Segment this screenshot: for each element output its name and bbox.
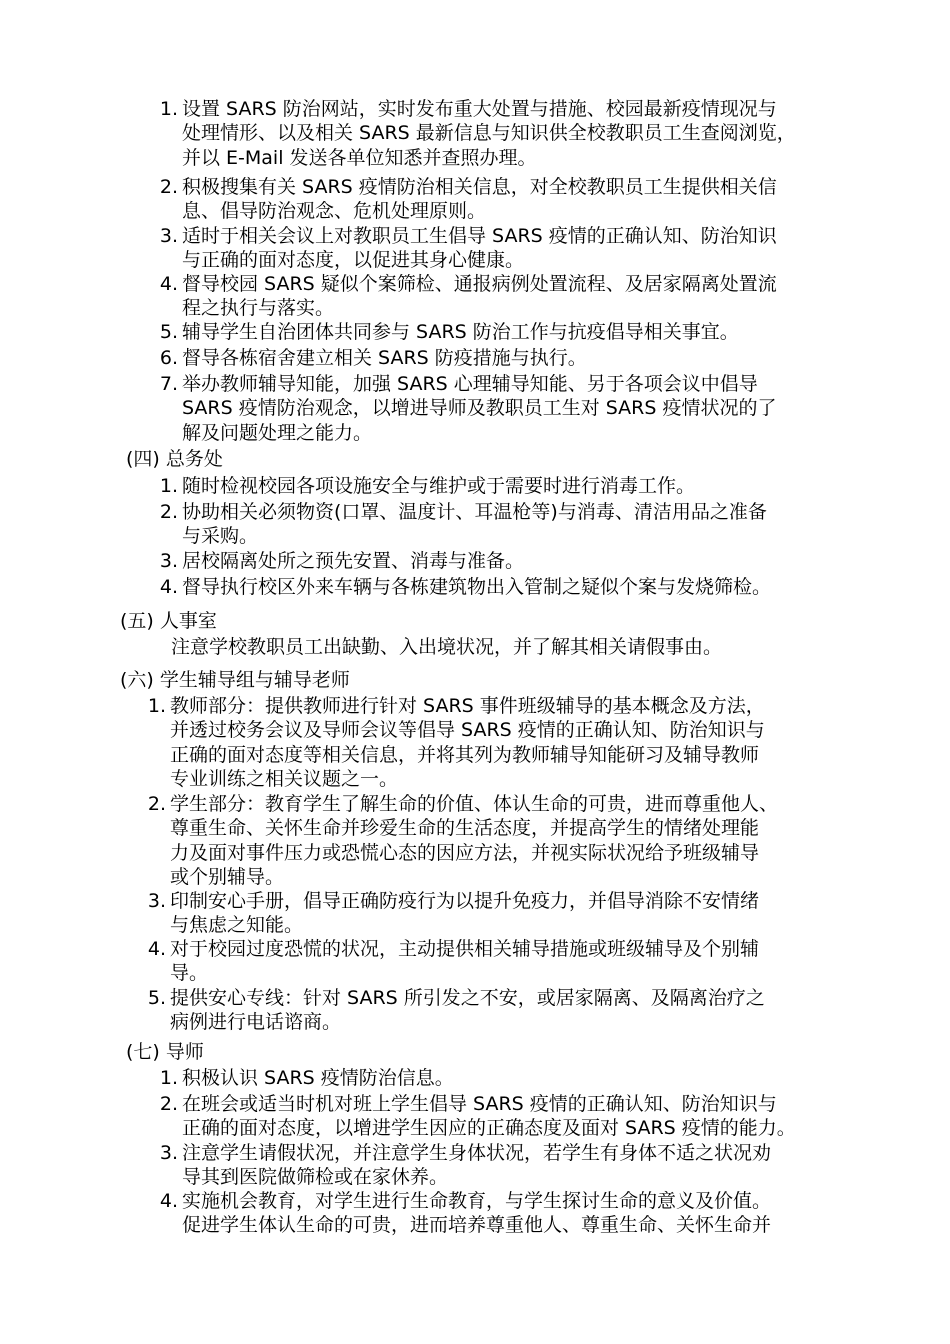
list-item [150, 474, 695, 498]
list-item [138, 694, 765, 791]
item-text: 督导各栋宿舍建立相关 SARS 防疫措施与执行。 [182, 347, 587, 369]
item-text: 提供安心专线：针对 SARS 所引发之不安，或居家隔离、及隔离治疗之 病例进行电话谘商。 [170, 987, 765, 1034]
list-item [150, 272, 777, 321]
section-title: (四) 总务处 [126, 448, 223, 470]
item-number: 3. [147, 890, 166, 912]
item-text: 教师部分：提供教师进行针对 SARS 事件班级辅导的基本概念及方法， 并透过校务会议及导师会议等倡导 SARS 疫情的正确认知、防治知识与 正确的面对态度等相关信息，并将其列为教师辅导知能研习及辅导教师 专业训练之相关议题之一。 [170, 695, 765, 790]
item-text: 随时检视校园各项设施安全与维护或于需要时进行消毒工作。 [182, 475, 696, 497]
item-number: 4. [159, 273, 178, 295]
item-text: 对于校园过度恐慌的状况，主动提供相关辅导措施或班级辅导及个别辅 导。 [170, 938, 760, 985]
item-number: 1. [159, 98, 178, 120]
item-number: 2. [159, 501, 178, 523]
list-item [150, 346, 587, 370]
list-item [150, 320, 739, 344]
item-text: 居校隔离处所之预先安置、消毒与准备。 [182, 550, 525, 572]
item-number: 3. [159, 550, 178, 572]
list-item [138, 792, 778, 889]
list-item [150, 1141, 771, 1190]
item-text: 督导执行校区外来车辆与各栋建筑物出入管制之疑似个案与发烧筛检。 [182, 576, 772, 598]
list-item [150, 175, 777, 224]
item-text: 学生部分：教育学生了解生命的价值、体认生命的可贵，进而尊重他人、 尊重生命、关怀生命并珍爱生命的生活态度，并提高学生的情绪处理能 力及面对事件压力或恐慌心态的因应方法，并视实际状况给予班级辅导 或个别辅导。 [170, 793, 779, 888]
item-number: 6. [159, 347, 178, 369]
section-title: (七) 导师 [126, 1041, 204, 1063]
item-number: 4. [147, 938, 166, 960]
item-number: 7. [159, 373, 178, 395]
item-text: 积极搜集有关 SARS 疫情防治相关信息，对全校教职员工生提供相关信 息、倡导防治观念、危机处理原则。 [182, 176, 777, 223]
list-item [138, 937, 759, 986]
list-item [150, 500, 767, 549]
item-text: 设置 SARS 防治网站，实时发布重大处置与措施、校园最新疫情现况与 处理情形、以及相关 SARS 最新信息与知识供全校教职员工生查阅浏览， 并以 E-Mail 发送各单位知悉并查照办理。 [182, 98, 796, 169]
item-number: 1. [159, 475, 178, 497]
item-number: 4. [159, 1190, 178, 1212]
item-number: 2. [147, 793, 166, 815]
list-item [150, 1092, 796, 1141]
list-item [138, 889, 759, 938]
item-number: 5. [159, 321, 178, 343]
item-number: 2. [159, 176, 178, 198]
list-item [150, 1189, 771, 1238]
item-number: 3. [159, 225, 178, 247]
item-text: 印制安心手册，倡导正确防疫行为以提升免疫力，并倡导消除不安情绪 与焦虑之知能。 [170, 890, 760, 937]
list-item [138, 986, 765, 1035]
item-number: 1. [159, 1067, 178, 1089]
item-text: 辅导学生自治团体共同参与 SARS 防治工作与抗疫倡导相关事宜。 [182, 321, 739, 343]
item-number: 5. [147, 987, 166, 1009]
item-text: 实施机会教育，对学生进行生命教育，与学生探讨生命的意义及价值。 促进学生体认生命的可贵，进而培养尊重他人、尊重生命、关怀生命并 [182, 1190, 772, 1237]
list-item [150, 549, 524, 573]
list-item [150, 1066, 454, 1090]
section-text: 注意学校教职员工出缺勤、入出境状况，并了解其相关请假事由。 [171, 636, 723, 658]
section-title: (六) 学生辅导组与辅导老师 [120, 669, 350, 691]
list-item [150, 575, 771, 599]
item-text: 积极认识 SARS 疫情防治信息。 [182, 1067, 454, 1089]
item-text: 注意学生请假状况，并注意学生身体状况，若学生有身体不适之状况劝 导其到医院做筛检或在家休养。 [182, 1142, 772, 1189]
list-item [150, 224, 777, 273]
item-number: 1. [147, 695, 166, 717]
item-text: 适时于相关会议上对教职员工生倡导 SARS 疫情的正确认知、防治知识 与正确的面对态度，以促进其身心健康。 [182, 225, 777, 272]
item-number: 3. [159, 1142, 178, 1164]
section-title: (五) 人事室 [120, 610, 217, 632]
item-number: 4. [159, 576, 178, 598]
list-item [150, 372, 776, 445]
item-text: 协助相关必须物资(口罩、温度计、耳温枪等)与消毒、清洁用品之准备 与采购。 [182, 501, 767, 548]
item-text: 督导校园 SARS 疑似个案筛检、通报病例处置流程、及居家隔离处置流 程之执行与落实。 [182, 273, 777, 320]
item-text: 举办教师辅导知能，加强 SARS 心理辅导知能、另于各项会议中倡导 SARS 疫情防治观念，以增进导师及教职员工生对 SARS 疫情状况的了 解及问题处理之能力。 [182, 373, 777, 444]
item-number: 2. [159, 1093, 178, 1115]
list-item [150, 97, 796, 170]
item-text: 在班会或适当时机对班上学生倡导 SARS 疫情的正确认知、防治知识与 正确的面对态度，以增进学生因应的正确态度及面对 SARS 疫情的能力。 [182, 1093, 796, 1140]
